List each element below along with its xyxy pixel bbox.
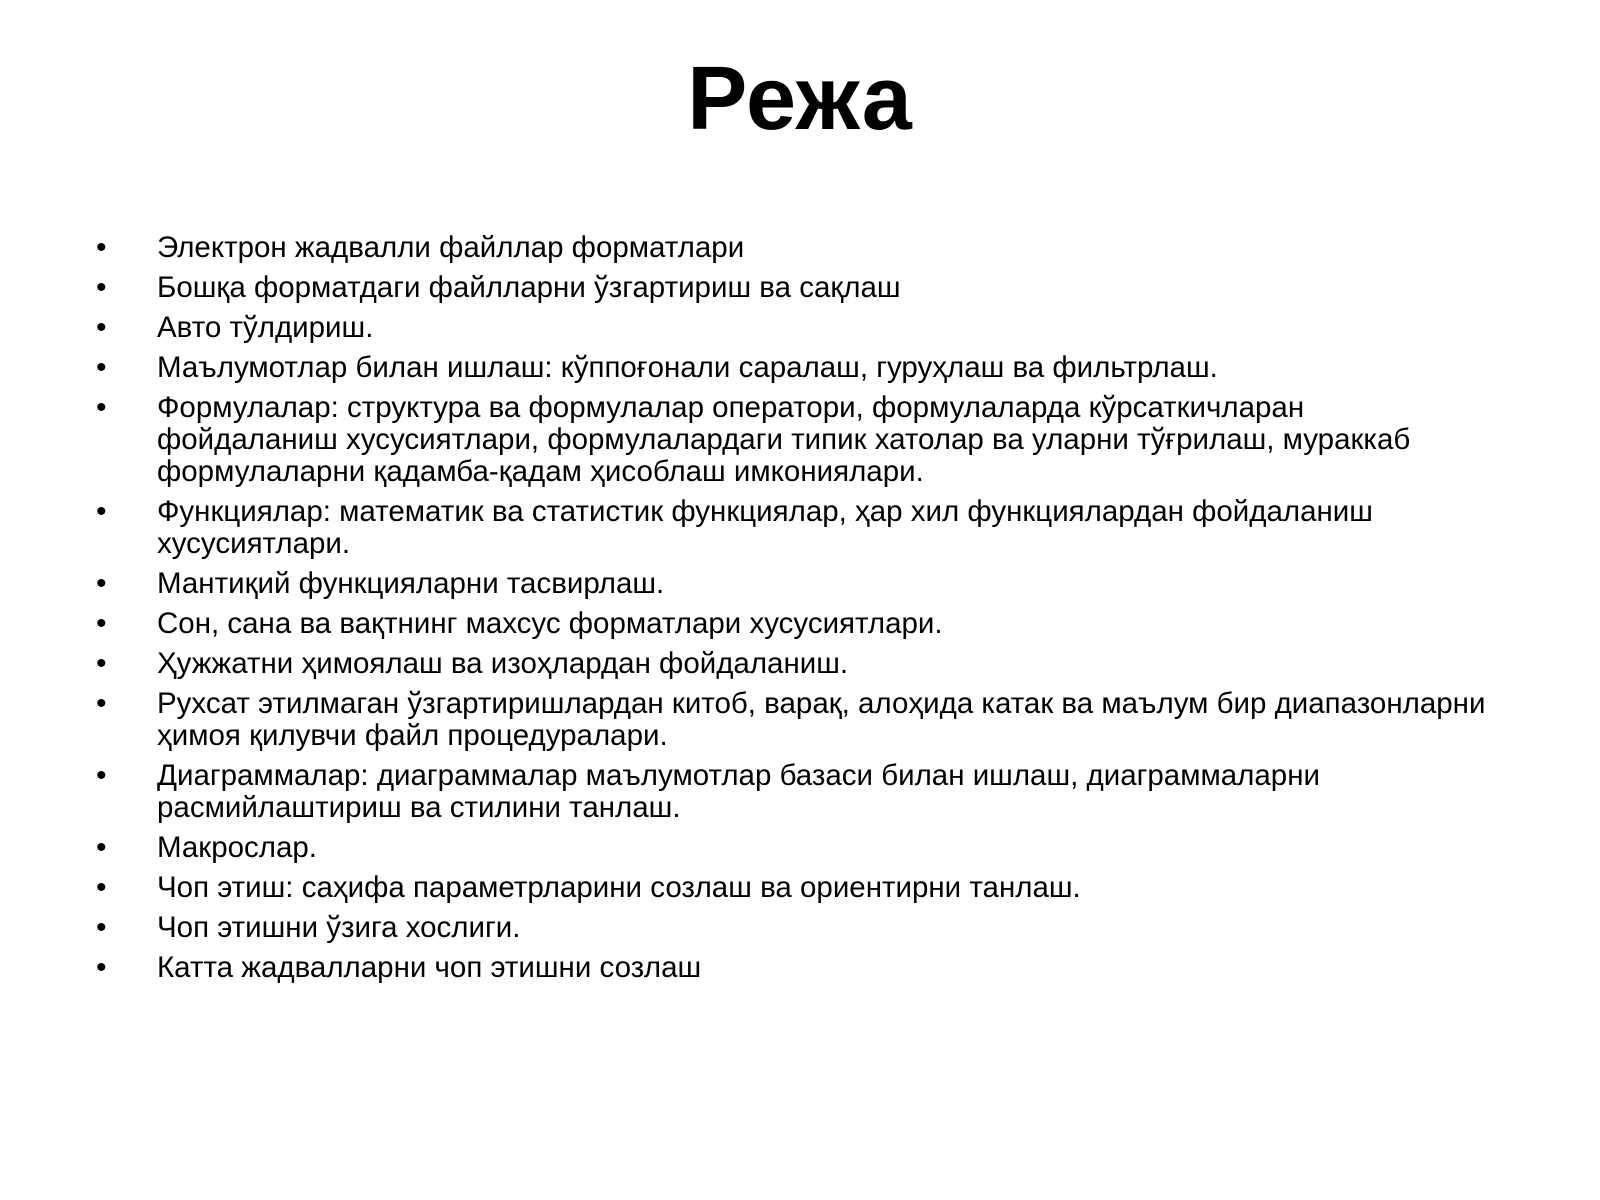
list-item — [96, 832, 1486, 864]
list-item-text: Катта жадвалларни чоп этишни созлаш — [157, 951, 702, 984]
list-item — [96, 312, 1486, 344]
list-item — [96, 352, 1486, 384]
bullet-icon: • — [96, 567, 107, 600]
list-item — [96, 648, 1486, 680]
bullet-icon: • — [96, 831, 107, 864]
list-item-text: Формулалар: структура ва формулалар оператори, формулаларда кўрсаткичларан фойдаланиш хусусиятлари, формулалардаги типик хатолар ва уларни тўғрилаш, мураккаб формулаларни қадамба-қадам ҳисоблаш имкониялари. — [157, 391, 1411, 488]
bullet-icon: • — [96, 607, 107, 640]
bullet-icon: • — [96, 391, 107, 424]
bullet-icon: • — [96, 495, 107, 528]
list-item-text: Авто тўлдириш. — [157, 311, 374, 344]
list-item-text: Сон, сана ва вақтнинг махсус форматлари хусусиятлари. — [157, 607, 943, 640]
list-item-text: Макрослар. — [157, 831, 318, 864]
bullet-icon: • — [96, 647, 107, 680]
bullet-list — [96, 232, 1486, 992]
bullet-icon: • — [96, 911, 107, 944]
list-item-text: Рухсат этилмаган ўзгартиришлардан китоб, варақ, алоҳида катак ва маълум бир диапазонларни ҳимоя қилувчи файл процедуралари. — [157, 687, 1486, 752]
bullet-icon: • — [96, 687, 107, 720]
list-item — [96, 952, 1486, 984]
list-item — [96, 392, 1486, 488]
list-item — [96, 760, 1486, 824]
bullet-icon: • — [96, 871, 107, 904]
list-item — [96, 912, 1486, 944]
slide-title: Режа — [687, 49, 913, 149]
bullet-icon: • — [96, 951, 107, 984]
list-item-text: Электрон жадвалли файллар форматлари — [157, 231, 745, 264]
list-item-text: Диаграммалар: диаграммалар маълумотлар базаси билан ишлаш, диаграммаларни расмийлаштириш ва стилини танлаш. — [157, 759, 1320, 824]
list-item — [96, 496, 1486, 560]
list-item-text: Ҳужжатни ҳимоялаш ва изоҳлардан фойдаланиш. — [157, 647, 849, 680]
list-item — [96, 608, 1486, 640]
list-item-text: Мантиқий функцияларни тасвирлаш. — [157, 567, 665, 600]
list-item — [96, 232, 1486, 264]
list-item — [96, 688, 1486, 752]
bullet-icon: • — [96, 231, 107, 264]
list-item — [96, 272, 1486, 304]
list-item — [96, 568, 1486, 600]
bullet-icon: • — [96, 759, 107, 792]
list-item-text: Чоп этиш: саҳифа параметрларини созлаш ва ориентирни танлаш. — [157, 871, 1081, 904]
bullet-icon: • — [96, 271, 107, 304]
list-item — [96, 872, 1486, 904]
bullet-icon: • — [96, 351, 107, 384]
list-item-text: Бошқа форматдаги файлларни ўзгартириш ва сақлаш — [157, 271, 901, 304]
list-item-text: Маълумотлар билан ишлаш: кўппоғонали саралаш, гуруҳлаш ва фильтрлаш. — [157, 351, 1218, 384]
list-item-text: Чоп этишни ўзига хослиги. — [157, 911, 521, 944]
bullet-icon: • — [96, 311, 107, 344]
list-item-text: Функциялар: математик ва статистик функциялар, ҳар хил функциялардан фойдаланиш хусусиятлари. — [157, 495, 1373, 560]
